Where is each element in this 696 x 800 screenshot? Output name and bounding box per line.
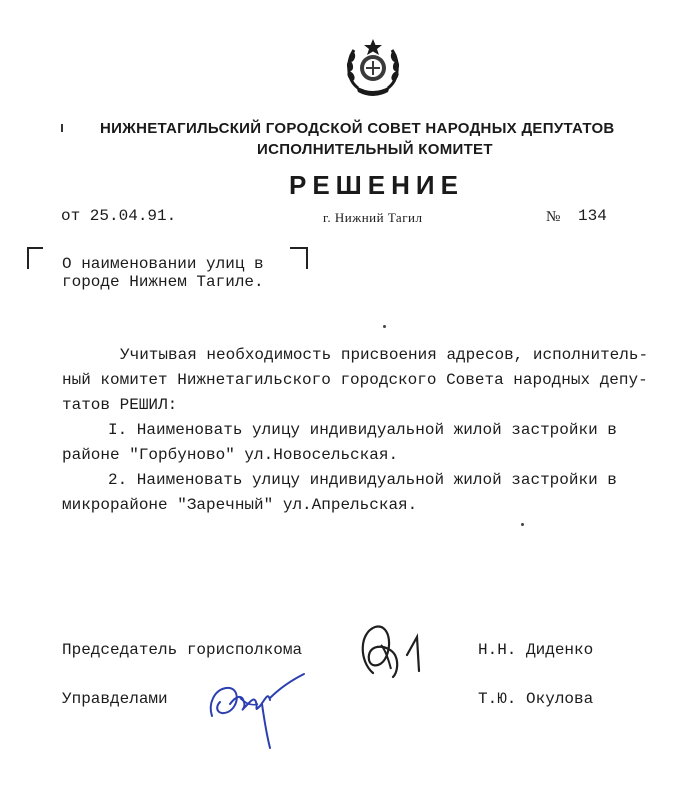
body-line-6: 2. Наименовать улицу индивидуальной жилой застройки в <box>108 471 617 489</box>
decision-date: от 25.04.91. <box>61 207 177 225</box>
signature-manager <box>200 668 320 753</box>
emblem-icon <box>342 36 404 98</box>
body-line-2: ный комитет Нижнетагильского городского Совета народных депу- <box>62 371 648 389</box>
speck <box>521 523 524 526</box>
signatory-title-chairman: Председатель горисполкома <box>62 641 303 659</box>
corner-bracket-left <box>27 247 43 269</box>
signatory-title-manager: Управделами <box>62 690 168 708</box>
signatory-name-chairman: Н.Н. Диденко <box>478 641 594 659</box>
body-line-5: районе "Горбуново" ул.Новосельская. <box>62 446 399 464</box>
body-line-1: Учитывая необходимость присвоения адресов, исполнитель- <box>120 346 649 364</box>
signatory-name-manager: Т.Ю. Окулова <box>478 690 594 708</box>
body-line-7: микрорайоне "Заречный" ул.Апрельская. <box>62 496 418 514</box>
corner-bracket-right <box>290 247 308 269</box>
body-line-3: татов РЕШИЛ: <box>62 396 178 414</box>
subject-line-2: городе Нижнем Тагиле. <box>62 273 264 291</box>
council-name: НИЖНЕТАГИЛЬСКИЙ ГОРОДСКОЙ СОВЕТ НАРОДНЫХ ДЕПУТАТОВ <box>100 120 615 137</box>
margin-mark <box>61 124 63 132</box>
subject-line-1: О наименовании улиц в <box>62 255 264 273</box>
committee-name: ИСПОЛНИТЕЛЬНЫЙ КОМИТЕТ <box>257 141 493 158</box>
document-title: РЕШЕНИЕ <box>289 170 464 200</box>
speck <box>383 325 386 328</box>
number-label: № <box>546 209 561 225</box>
signature-chairman <box>345 615 435 685</box>
decision-number: 134 <box>578 207 607 225</box>
body-line-4: I. Наименовать улицу индивидуальной жилой застройки в <box>108 421 617 439</box>
decision-city: г. Нижний Тагил <box>323 210 423 225</box>
